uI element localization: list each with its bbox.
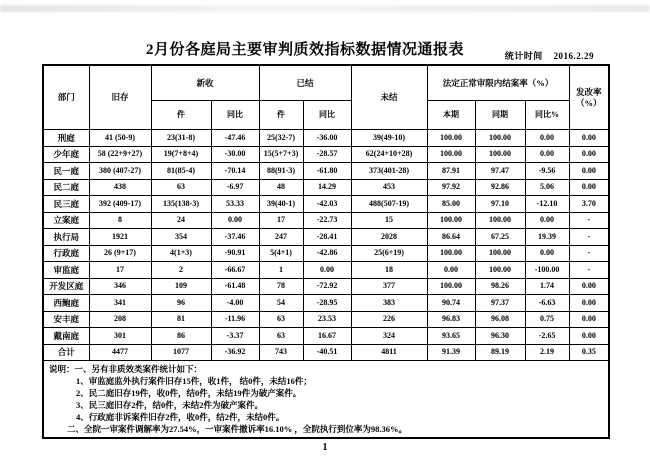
value-cell: 18	[351, 262, 427, 279]
value-cell: 87.91	[427, 163, 475, 180]
value-cell: 100.00	[475, 245, 525, 262]
value-cell: 62(24+10+28)	[351, 146, 427, 163]
value-cell: 85.00	[427, 196, 475, 213]
value-cell: 4811	[351, 344, 427, 361]
col-header-legal-rate: 法定正常审限内结案率（%）	[427, 65, 569, 101]
value-cell: 380 (407-27)	[89, 163, 151, 180]
value-cell: 0.00	[569, 163, 609, 180]
col-header-pending: 未结	[351, 65, 427, 130]
value-cell: 3.70	[569, 196, 609, 213]
value-cell: 0.00	[569, 179, 609, 196]
stat-time	[505, 49, 594, 62]
table-row	[43, 229, 609, 246]
value-cell: 0.00	[525, 146, 569, 163]
value-cell: 135(138-3)	[151, 196, 211, 213]
value-cell: 17	[89, 262, 151, 279]
value-cell: 96.30	[475, 328, 525, 345]
table-row	[43, 278, 609, 295]
value-cell: 89.19	[475, 344, 525, 361]
value-cell: 88(91-3)	[259, 163, 303, 180]
value-cell: -22.73	[303, 212, 351, 229]
dept-cell: 西鲍庭	[43, 295, 89, 312]
notes-cell	[43, 361, 609, 439]
value-cell: 377	[351, 278, 427, 295]
value-cell: 39(40-1)	[259, 196, 303, 213]
value-cell: 1	[259, 262, 303, 279]
table-row	[43, 196, 609, 213]
value-cell: -12.10	[525, 196, 569, 213]
value-cell: -11.96	[211, 311, 259, 328]
value-cell: 0.00	[303, 262, 351, 279]
value-cell: 0.00	[525, 245, 569, 262]
value-cell: -9.56	[525, 163, 569, 180]
value-cell: 15(5+7+3)	[259, 146, 303, 163]
table-body	[43, 130, 609, 361]
value-cell: 23(31-8)	[151, 130, 211, 147]
value-cell: 96	[151, 295, 211, 312]
value-cell: -36.00	[303, 130, 351, 147]
value-cell: -28.41	[303, 229, 351, 246]
note-line: 二、全院一审案件调解率为27.54%，一审案件撤诉率16.10% ，全院执行到位率为98.36%。	[67, 424, 408, 435]
value-cell: 0.00	[427, 262, 475, 279]
reform-rate-line2: （%）	[576, 97, 602, 108]
value-cell: 4477	[89, 344, 151, 361]
note-line: 3、民三庭旧存2件，结0件，未结2件为破产案件。	[76, 400, 264, 411]
value-cell: 2.19	[525, 344, 569, 361]
value-cell: -	[569, 245, 609, 262]
value-cell: 226	[351, 311, 427, 328]
value-cell: 438	[89, 179, 151, 196]
dept-cell: 审监庭	[43, 262, 89, 279]
value-cell: -100.00	[525, 262, 569, 279]
value-cell: 0.00	[525, 130, 569, 147]
value-cell: 63	[259, 328, 303, 345]
value-cell: -47.46	[211, 130, 259, 147]
value-cell: 100.00	[427, 130, 475, 147]
value-cell: -30.00	[211, 146, 259, 163]
dept-cell: 行政庭	[43, 245, 89, 262]
value-cell: 301	[89, 328, 151, 345]
note-line: 说明：一、另有非质效类案件统计如下：	[49, 364, 203, 374]
value-cell: 54	[259, 295, 303, 312]
report-table	[42, 64, 610, 439]
col-header-closed-yoy: 同比	[303, 101, 351, 130]
value-cell: 53.33	[211, 196, 259, 213]
value-cell: 92.86	[475, 179, 525, 196]
table-row	[43, 163, 609, 180]
value-cell: 78	[259, 278, 303, 295]
value-cell: 23.53	[303, 311, 351, 328]
value-cell: 100.00	[427, 146, 475, 163]
value-cell: 97.10	[475, 196, 525, 213]
value-cell: 341	[89, 295, 151, 312]
value-cell: 41 (50-9)	[89, 130, 151, 147]
table-row	[43, 328, 609, 345]
value-cell: 1077	[151, 344, 211, 361]
dept-cell: 执行局	[43, 229, 89, 246]
value-cell: 93.65	[427, 328, 475, 345]
value-cell: 354	[151, 229, 211, 246]
value-cell: 0.00	[525, 212, 569, 229]
value-cell: 346	[89, 278, 151, 295]
value-cell: 100.00	[427, 245, 475, 262]
dept-cell: 民二庭	[43, 179, 89, 196]
value-cell: -72.92	[303, 278, 351, 295]
value-cell: 67.25	[475, 229, 525, 246]
value-cell: 100.00	[475, 212, 525, 229]
value-cell: 1921	[89, 229, 151, 246]
value-cell: -37.46	[211, 229, 259, 246]
col-header-new-yoy: 同比	[211, 101, 259, 130]
value-cell: -	[569, 229, 609, 246]
value-cell: 86	[151, 328, 211, 345]
dept-cell: 少年庭	[43, 146, 89, 163]
value-cell: 16.67	[303, 328, 351, 345]
value-cell: -61.80	[303, 163, 351, 180]
note-line: 4、行政庭非诉案件旧存2件，收0件，结2件，未结0件。	[76, 412, 285, 423]
value-cell: 109	[151, 278, 211, 295]
value-cell: -66.67	[211, 262, 259, 279]
table-row	[43, 146, 609, 163]
value-cell: 0.00	[569, 278, 609, 295]
value-cell: 5.06	[525, 179, 569, 196]
value-cell: -6.97	[211, 179, 259, 196]
table-row	[43, 245, 609, 262]
dept-cell: 戴南庭	[43, 328, 89, 345]
value-cell: 98.26	[475, 278, 525, 295]
col-header-new: 新收	[151, 65, 259, 101]
value-cell: -40.51	[303, 344, 351, 361]
value-cell: 14.29	[303, 179, 351, 196]
value-cell: -90.91	[211, 245, 259, 262]
value-cell: 39(49-10)	[351, 130, 427, 147]
value-cell: 0.00	[569, 130, 609, 147]
dept-cell: 民一庭	[43, 163, 89, 180]
value-cell: 58 (22+9+27)	[89, 146, 151, 163]
value-cell: -	[569, 262, 609, 279]
scan-artifact	[0, 5, 650, 12]
value-cell: -42.86	[303, 245, 351, 262]
value-cell: 26 (9+17)	[89, 245, 151, 262]
page-title: 2月份各庭局主要审判质效指标数据情况通报表	[145, 42, 464, 58]
value-cell: 392 (409-17)	[89, 196, 151, 213]
value-cell: 0.35	[569, 344, 609, 361]
value-cell: 97.47	[475, 163, 525, 180]
page-number: 1	[322, 442, 328, 453]
stat-time-value: 2016.2.29	[553, 51, 594, 61]
value-cell: 1.74	[525, 278, 569, 295]
dept-cell: 刑庭	[43, 130, 89, 147]
value-cell: 81	[151, 311, 211, 328]
col-header-closed: 已结	[259, 65, 351, 101]
value-cell: -42.03	[303, 196, 351, 213]
note-line: 2、民二庭旧存19件，收0件，结0件，未结19件为破产案件。	[76, 388, 302, 399]
table-row	[43, 311, 609, 328]
col-header-old: 旧存	[89, 65, 151, 130]
dept-cell: 立案庭	[43, 212, 89, 229]
value-cell: 63	[259, 311, 303, 328]
value-cell: -61.48	[211, 278, 259, 295]
value-cell: 324	[351, 328, 427, 345]
value-cell: 4(1+3)	[151, 245, 211, 262]
value-cell: 373(401-28)	[351, 163, 427, 180]
table-row	[43, 262, 609, 279]
dept-cell: 开发区庭	[43, 278, 89, 295]
value-cell: 743	[259, 344, 303, 361]
col-header-current: 本期	[427, 101, 475, 130]
value-cell: 17	[259, 212, 303, 229]
value-cell: -28.57	[303, 146, 351, 163]
value-cell: 0.00	[211, 212, 259, 229]
value-cell: 100.00	[475, 146, 525, 163]
dept-cell: 安丰庭	[43, 311, 89, 328]
value-cell: 453	[351, 179, 427, 196]
value-cell: 100.00	[475, 262, 525, 279]
value-cell: 63	[151, 179, 211, 196]
value-cell: 2	[151, 262, 211, 279]
value-cell: 100.00	[427, 278, 475, 295]
col-header-same-period: 同期	[475, 101, 525, 130]
col-header-new-cases: 件	[151, 101, 211, 130]
value-cell: 91.39	[427, 344, 475, 361]
value-cell: 5(4+1)	[259, 245, 303, 262]
value-cell: 0.00	[569, 146, 609, 163]
value-cell: -28.95	[303, 295, 351, 312]
value-cell: 24	[151, 212, 211, 229]
dept-cell: 民三庭	[43, 196, 89, 213]
value-cell: 96.08	[475, 311, 525, 328]
value-cell: 25(6+19)	[351, 245, 427, 262]
value-cell: -36.92	[211, 344, 259, 361]
value-cell: 2028	[351, 229, 427, 246]
value-cell: 0.00	[569, 311, 609, 328]
value-cell: -4.00	[211, 295, 259, 312]
value-cell: 0.00	[569, 295, 609, 312]
value-cell: 0.00	[569, 328, 609, 345]
value-cell: 48	[259, 179, 303, 196]
value-cell: 19.39	[525, 229, 569, 246]
table-row	[43, 212, 609, 229]
table-row	[43, 344, 609, 361]
value-cell: 81(85-4)	[151, 163, 211, 180]
value-cell: 100.00	[475, 130, 525, 147]
notes-row	[43, 361, 609, 439]
table-header	[43, 65, 609, 130]
value-cell: 247	[259, 229, 303, 246]
value-cell: -3.37	[211, 328, 259, 345]
value-cell: 96.83	[427, 311, 475, 328]
col-header-reform-rate	[569, 65, 609, 130]
value-cell: 8	[89, 212, 151, 229]
value-cell: 97.37	[475, 295, 525, 312]
col-header-closed-cases: 件	[259, 101, 303, 130]
note-line: 1、审监庭监外执行案件旧存15件，收1件， 结0件，未结16件；	[76, 376, 312, 387]
stat-time-label: 统计时间	[504, 51, 543, 61]
table-row	[43, 130, 609, 147]
value-cell: 19(7+8+4)	[151, 146, 211, 163]
table-row	[43, 179, 609, 196]
value-cell: 0.75	[525, 311, 569, 328]
col-header-dept: 部门	[43, 65, 89, 130]
value-cell: 97.92	[427, 179, 475, 196]
value-cell: 90.74	[427, 295, 475, 312]
dept-cell: 合计	[43, 344, 89, 361]
value-cell: 208	[89, 311, 151, 328]
value-cell: -2.65	[525, 328, 569, 345]
value-cell: 25(32-7)	[259, 130, 303, 147]
value-cell: 488(507-19)	[351, 196, 427, 213]
value-cell: -	[569, 212, 609, 229]
value-cell: 86.64	[427, 229, 475, 246]
value-cell: -70.14	[211, 163, 259, 180]
value-cell: 100.00	[427, 212, 475, 229]
value-cell: 15	[351, 212, 427, 229]
reform-rate-line1: 发改率	[576, 87, 602, 98]
value-cell: 383	[351, 295, 427, 312]
table-row	[43, 295, 609, 312]
value-cell: -6.63	[525, 295, 569, 312]
col-header-yoy-pct: 同比%	[525, 101, 569, 130]
